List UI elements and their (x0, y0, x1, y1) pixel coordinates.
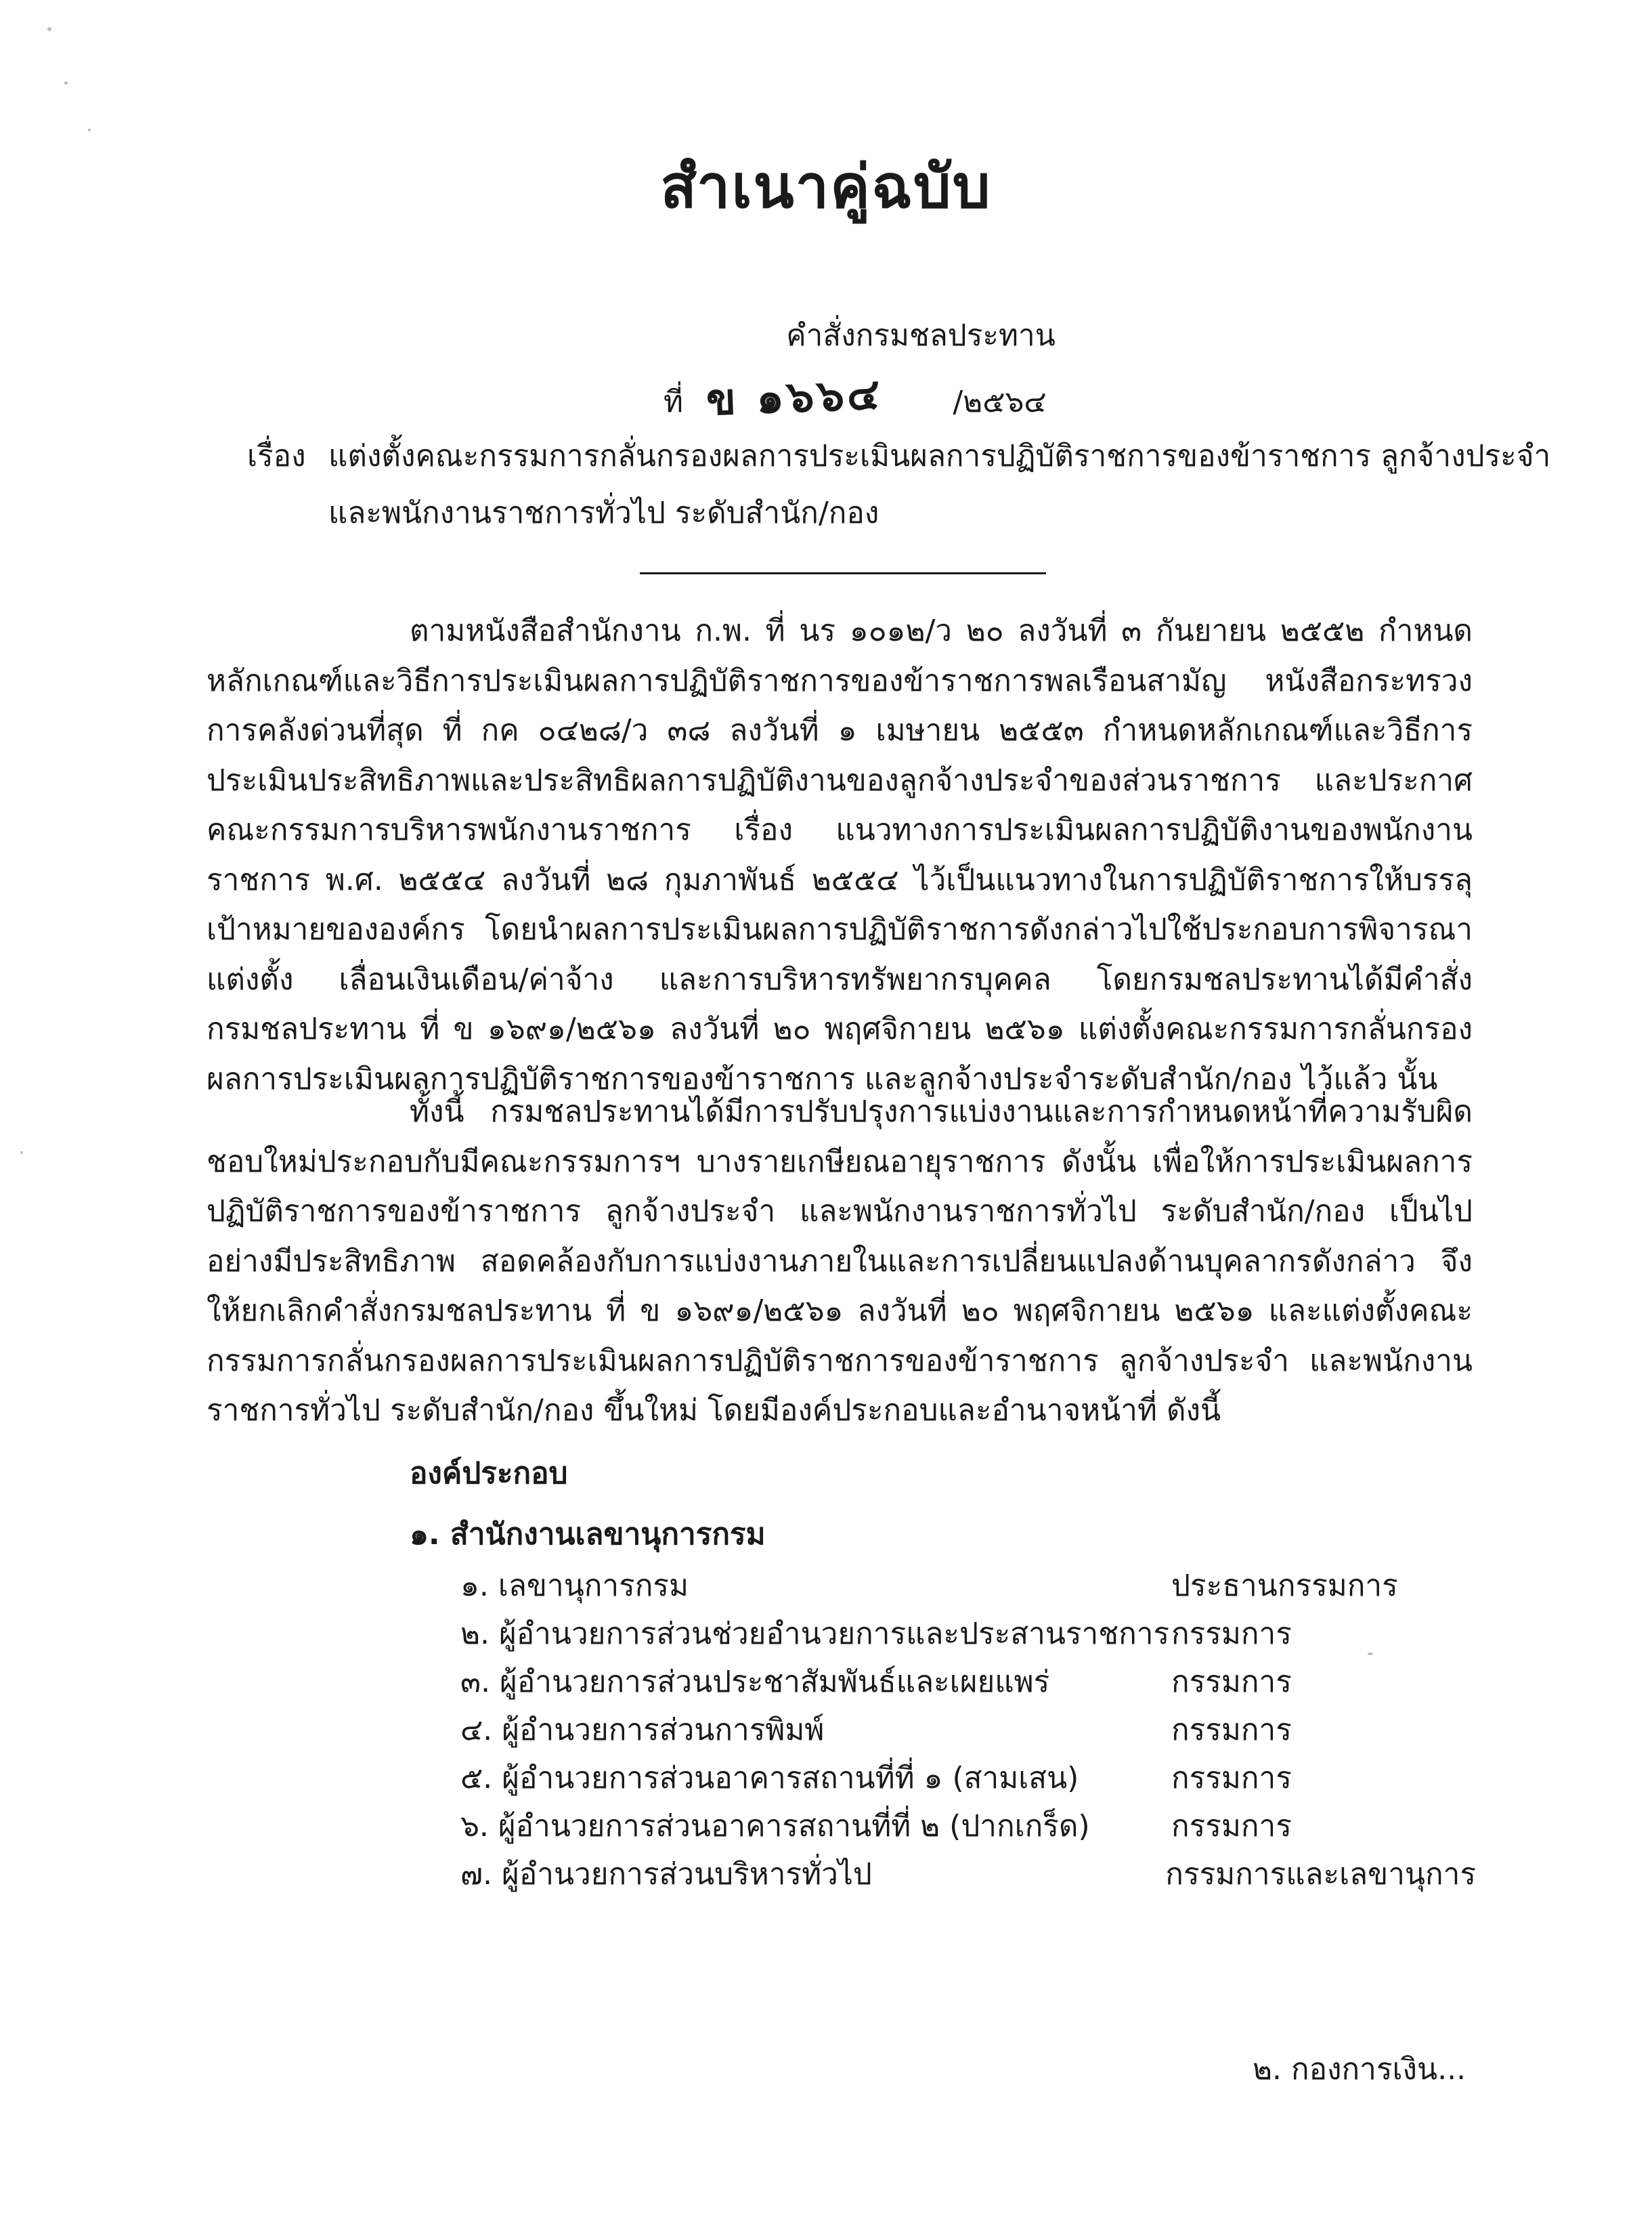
order-number-handwritten: ข ๑๖๖๔ (705, 368, 884, 426)
member-name: ๖. ผู้อำนวยการส่วนอาคารสถานที่ที่ ๒ (ปากเกร็ด) (460, 1808, 1090, 1843)
member-row (460, 1561, 1476, 1609)
subject-line-2: และพนักงานราชการทั่วไป ระดับสำนัก/กอง (328, 496, 879, 530)
member-row (460, 1657, 1476, 1705)
body-paragraph-1: ตามหนังสือสำนักงาน ก.พ. ที่ นร ๑๐๑๒/ว ๒๐ ลงวันที่ ๓ กันยายน ๒๕๕๒ กำหนดหลักเกณฑ์และวิธีการประเมินผลการปฏิบัติราชการของข้าราชการพลเรือนสามัญ หนังสือกระทรวงการคลังด่วนที่สุด ที่ กค ๐๔๒๘/ว ๓๘ ลงวันที่ ๑ เมษายน ๒๕๕๓ กำหนดหลักเกณฑ์และวิธีการประเมินประสิทธิภาพและประสิทธิผลการปฏิบัติงานของลูกจ้างประจำของส่วนราชการ และประกาศคณะกรรมการบริหารพนักงานราชการ เรื่อง แนวทางการประเมินผลการปฏิบัติงานของพนักงานราชการ พ.ศ. ๒๕๕๔ ลงวันที่ ๒๘ กุมภาพันธ์ ๒๕๕๔ ไว้เป็นแนวทางในการปฏิบัติราชการให้บรรลุเป้าหมายขององค์กร โดยนำผลการประเมินผลการปฏิบัติราชการดังกล่าวไปใช้ประกอบการพิจารณาแต่งตั้ง เลื่อนเงินเดือน/ค่าจ้าง และการบริหารทรัพยากรบุคคล โดยกรมชลประทานได้มีคำสั่งกรมชลประทาน ที่ ข ๑๖๙๑/๒๕๖๑ ลงวันที่ ๒๐ พฤศจิกายน ๒๕๖๑ แต่งตั้งคณะกรรมการกลั่นกรองผลการประเมินผลการปฏิบัติราชการของข้าราชการ และลูกจ้างประจำระดับสำนัก/กอง ไว้แล้ว นั้น (206, 614, 1473, 1096)
subject-label: เรื่อง (247, 439, 306, 473)
member-name: ๕. ผู้อำนวยการส่วนอาคารสถานที่ที่ ๑ (สามเสน) (460, 1760, 1079, 1795)
scan-speck (88, 129, 91, 131)
member-role: กรรมการ (1171, 1808, 1292, 1843)
order-number (664, 362, 1047, 431)
member-row (460, 1609, 1476, 1657)
scan-speck (20, 1151, 23, 1154)
member-row (460, 1801, 1476, 1850)
scan-speck (1368, 1652, 1373, 1655)
member-list (460, 1561, 1476, 1898)
body-paragraph-2: ทั้งนี้ กรมชลประทานได้มีการปรับปรุงการแบ่งงานและการกำหนดหน้าที่ความรับผิดชอบใหม่ประกอบกับมีคณะกรรมการฯ บางรายเกษียณอายุราชการ ดังนั้น เพื่อให้การประเมินผลการปฏิบัติราชการของข้าราชการ ลูกจ้างประจำ และพนักงานราชการทั่วไป ระดับสำนัก/กอง เป็นไปอย่างมีประสิทธิภาพ สอดคล้องกับการแบ่งงานภายในและการเปลี่ยนแปลงด้านบุคลากรดังกล่าว จึงให้ยกเลิกคำสั่งกรมชลประทาน ที่ ข ๑๖๙๑/๒๕๖๑ ลงวันที่ ๒๐ พฤศจิกายน ๒๕๖๑ และแต่งตั้งคณะกรรมการกลั่นกรองผลการประเมินผลการปฏิบัติราชการของข้าราชการ ลูกจ้างประจำ และพนักงานราชการทั่วไป ระดับสำนัก/กอง ขึ้นใหม่ โดยมีองค์ประกอบและอำนาจหน้าที่ ดังนี้ (206, 1094, 1473, 1428)
composition-heading: องค์ประกอบ (410, 1456, 568, 1491)
order-number-prefix: ที่ (664, 385, 684, 419)
subject-line-1: แต่งตั้งคณะกรรมการกลั่นกรองผลการประเมินผลการปฏิบัติราชการของข้าราชการ ลูกจ้างประจำ (328, 439, 1551, 473)
member-name: ๔. ผู้อำนวยการส่วนการพิมพ์ (460, 1712, 825, 1747)
member-row (460, 1753, 1476, 1801)
continuation-note: ๒. กองการเงิน... (1253, 2052, 1466, 2087)
member-name: ๗. ผู้อำนวยการส่วนบริหารทั่วไป (460, 1856, 872, 1892)
member-row (460, 1705, 1476, 1753)
order-title: คำสั่งกรมชลประทาน (786, 318, 1056, 353)
copy-stamp-title: สำเนาคู่ฉบับ (660, 152, 992, 221)
member-role: กรรมการและเลขานุการ (1165, 1856, 1476, 1892)
divider-line (640, 572, 1046, 574)
member-row (460, 1850, 1476, 1898)
order-number-year: /๒๕๖๔ (953, 385, 1047, 419)
subject-block (247, 428, 1551, 542)
member-name: ๒. ผู้อำนวยการส่วนช่วยอำนวยการและประสานราชการ (460, 1616, 1170, 1651)
member-name: ๓. ผู้อำนวยการส่วนประชาสัมพันธ์และเผยแพร่ (460, 1664, 1050, 1699)
member-role: กรรมการ (1171, 1712, 1292, 1747)
scan-speck (64, 81, 68, 85)
group-heading: ๑. สำนักงานเลขานุการกรม (410, 1517, 766, 1552)
member-role: กรรมการ (1171, 1616, 1292, 1651)
member-role: กรรมการ (1171, 1664, 1292, 1699)
member-role: ประธานกรรมการ (1171, 1568, 1398, 1603)
member-role: กรรมการ (1171, 1760, 1292, 1795)
scan-speck (47, 27, 51, 31)
member-name: ๑. เลขานุการกรม (460, 1568, 689, 1603)
